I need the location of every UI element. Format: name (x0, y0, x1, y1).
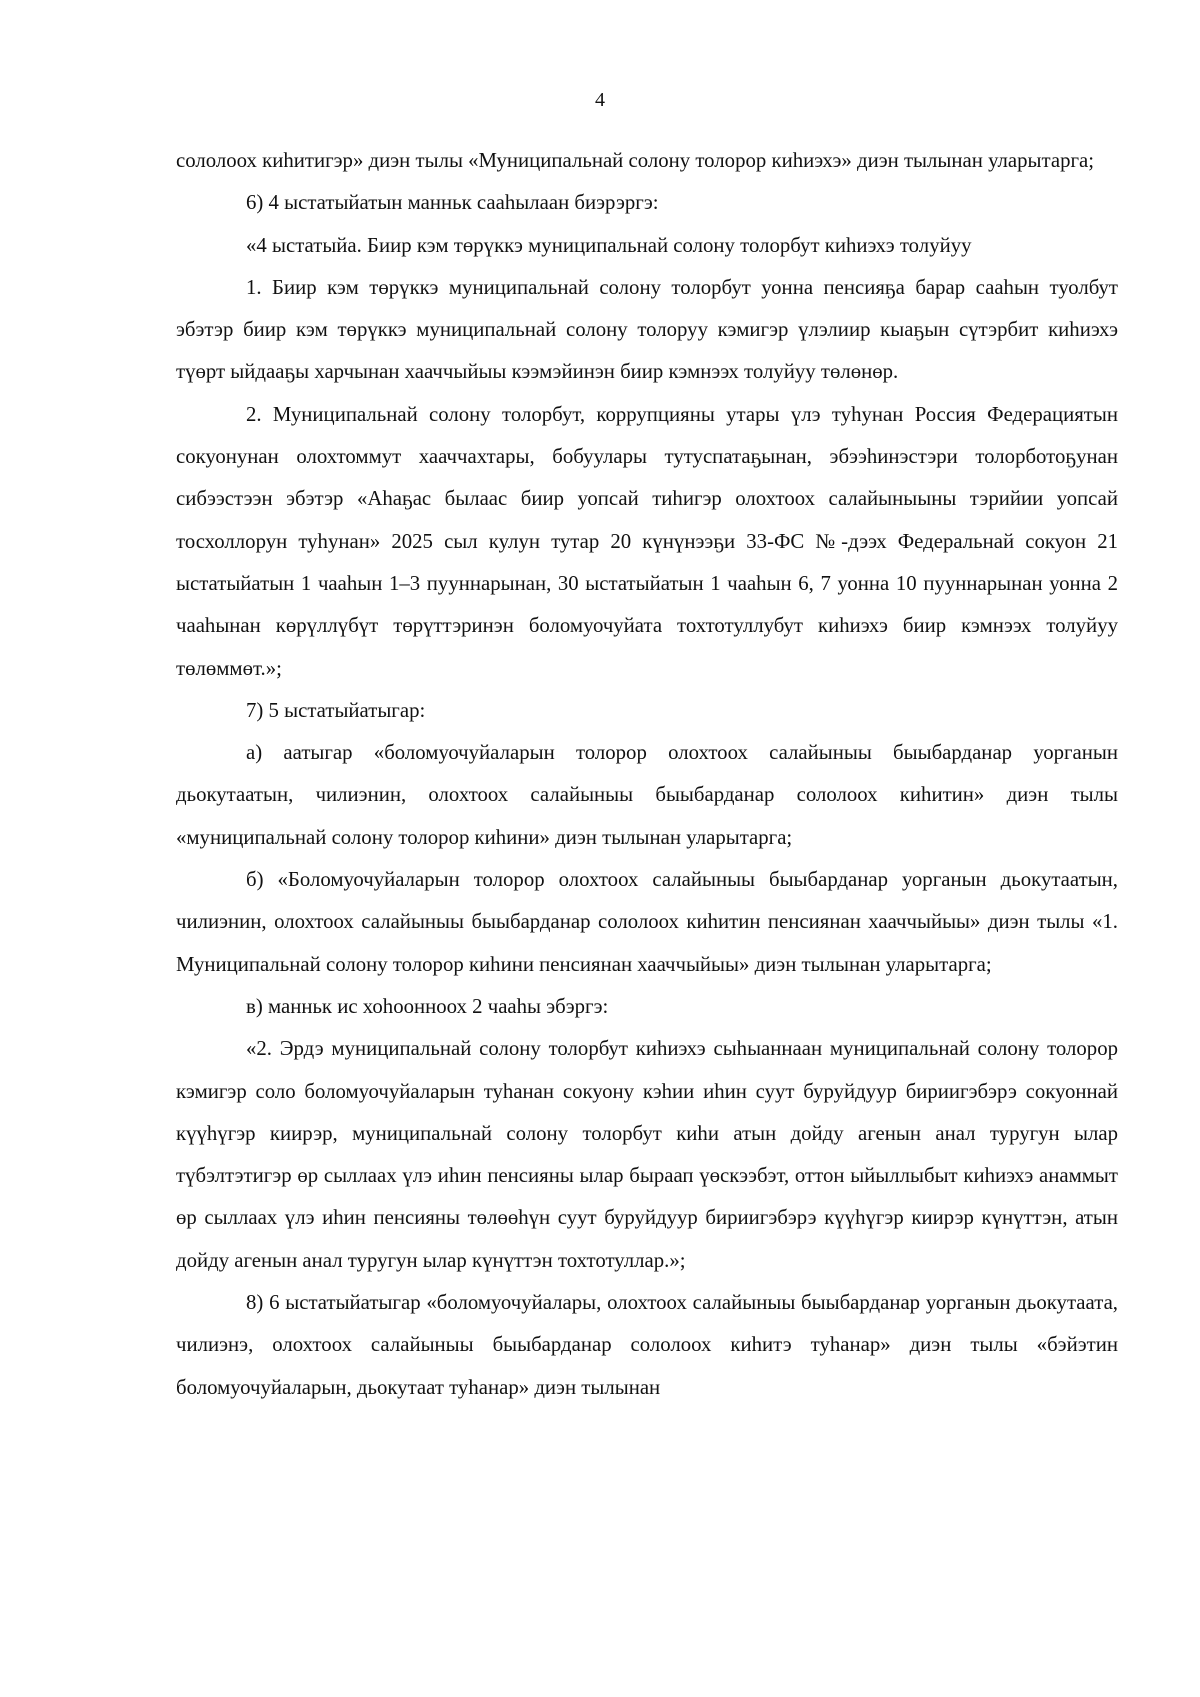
page-number: 4 (595, 89, 605, 111)
paragraph: 2. Муниципальнай солону толорбут, коррупцияны утары үлэ туһунан Россия Федерациятын сокуонунан олохтоммут хааччахтары, бобуулары тутуспатаҕынан, эбээһинэстэри толорботоҕунан сибээстээн эбэтэр «Аһаҕас былаас биир уопсай тиһигэр олохтоох салайыныыны тэрийии уопсай тосхоллорун туһунан» 2025 сыл кулун тутар 20 күнүнээҕи 33-ФС №-дээх Федеральнай сокуон 21 ыстатыйатын 1 чааһын 1–3 пууннарынан, 30 ыстатыйатын 1 чааһын 6, 7 уонна 10 пууннарынан уонна 2 чааһынан көрүллүбүт төрүттэринэн боломуочуйата тохтотуллубут киһиэхэ биир кэмнээх толуйуу төлөммөт.»; (176, 402, 1118, 680)
paragraph: 1. Биир кэм төрүккэ муниципальнай солону толорбут уонна пенсияҕа барар сааһын туолбут эбэтэр биир кэм төрүккэ муниципальнай солону толоруу кэмигэр үлэлиир кыаҕын сүтэрбит киһиэхэ түөрт ыйдааҕы харчынан хааччыйыы кээмэйинэн биир кэмнээх толуйуу төлөнөр. (176, 275, 1118, 384)
paragraph: «4 ыстатыйа. Биир кэм төрүккэ муниципальнай солону толорбут киһиэхэ толуйуу (246, 233, 972, 257)
paragraph: сололоох киһитигэр» диэн тылы «Муниципальнай солону толорор киһиэхэ» диэн тылынан уларытарга; (176, 149, 1095, 172)
paragraph: 8) 6 ыстатыйатыгар «боломуочуйалары, олохтоох салайыныы быыбарданар уорганын дьокутаата, чилиэнэ, олохтоох салайыныы быыбарданар сололоох киһитэ туһанар» диэн тылы «бэйэтин боломуочуйаларын, дьокутаат туһанар» диэн тылынан (176, 1291, 1118, 1399)
paragraph: «2. Эрдэ муниципальнай солону толорбут киһиэхэ сыһыаннаан муниципальнай солону толорор кэмигэр соло боломуочуйаларын туһанан сокуону кэһии иһин суут буруйдуур бириигэбэрэ сокуоннай күүһүгэр киирэр, муниципальнай солону толорбут киһи атын дойду агенын анал туругун ылар түбэлтэтигэр өр сыллаах үлэ иһин пенсияны ылар быраап үөскээбэт, оттон ыйыллыбыт киһиэхэ анаммыт өр сыллаах үлэ иһин пенсияны төлөөһүн суут буруйдуур бириигэбэрэ күүһүгэр киирэр күнүттэн, атын дойду агенын анал туругун ылар күнүттэн тохтотуллар.»; (176, 1037, 1118, 1272)
paragraph: а) аатыгар «боломуочуйаларын толорор олохтоох салайыныы быыбарданар уорганын дьокутаатын, чилиэнин, олохтоох салайыныы быыбарданар сололоох киһитин» диэн тылы «муниципальнай солону толорор киһини» диэн тылынан уларытарга; (176, 741, 1118, 849)
paragraph: б) «Боломуочуйаларын толорор олохтоох салайыныы быыбарданар уорганын дьокутаатын, чилиэнин, олохтоох салайыныы быыбарданар сололоох киһитин пенсиянан хааччыйыы» диэн тылы «1. Муниципальнай солону толорор киһини пенсиянан хааччыйыы» диэн тылынан уларытарга; (176, 868, 1118, 976)
document-body (176, 140, 1118, 1409)
paragraph: 7) 5 ыстатыйатыгар: (246, 698, 426, 722)
paragraph: 6) 4 ыстатыйатын манньк сааһылаан биэрэргэ: (246, 191, 659, 215)
paragraph: в) манньк ис хоһоонноох 2 чааһы эбэргэ: (246, 994, 609, 1018)
